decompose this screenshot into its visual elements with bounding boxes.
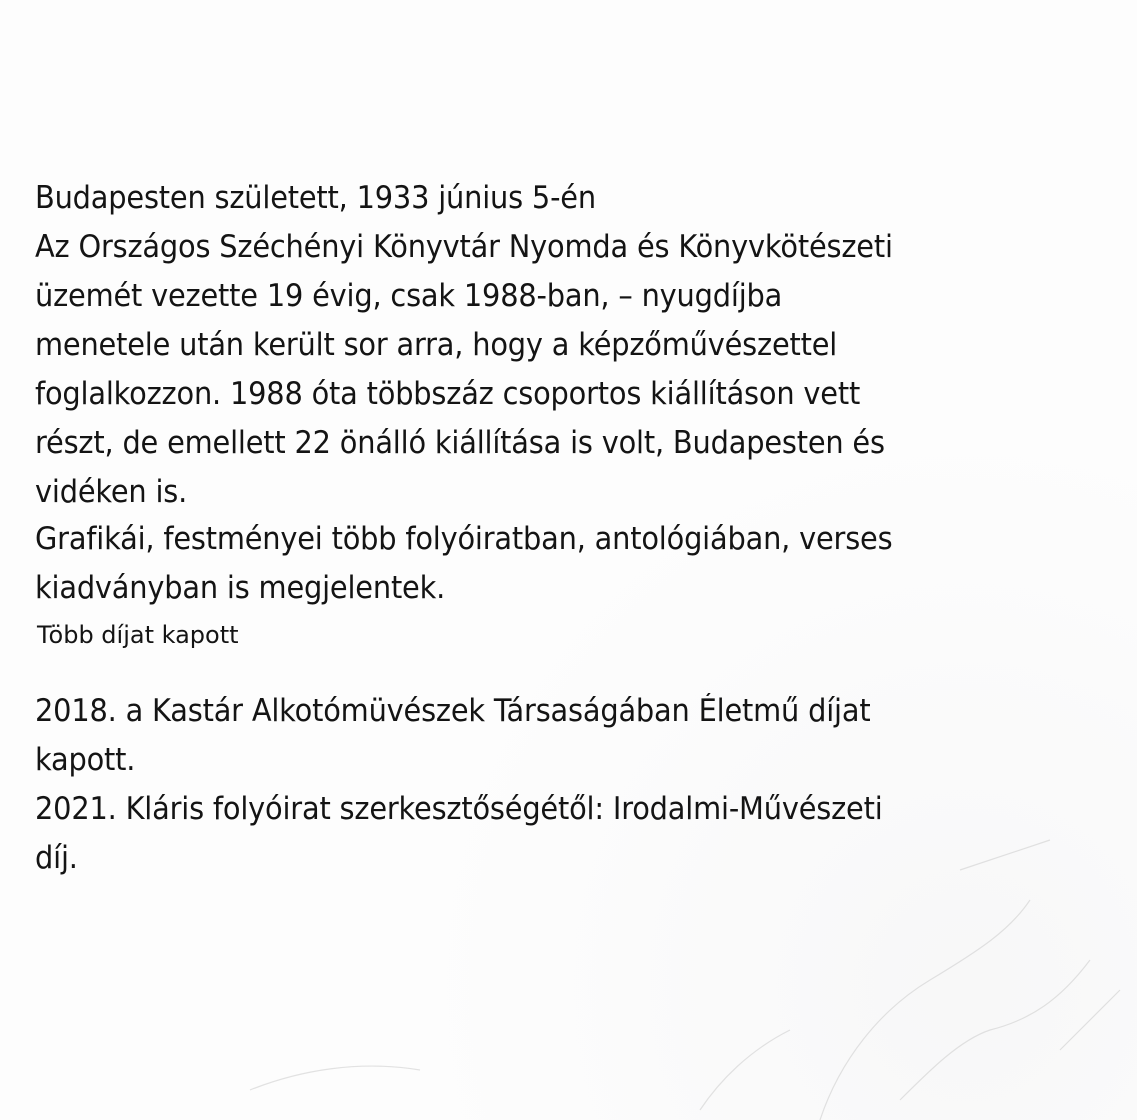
award-2021-line-1: 2021. Kláris folyóirat szerkesztőségétől: Irodalmi-Művészeti: [35, 791, 883, 827]
text-line-career-5: részt, de emellett 22 önálló kiállítása is volt, Budapesten és: [35, 425, 885, 461]
text-line-publications-2: kiadványban is megjelentek.: [35, 570, 446, 606]
award-2021-line-2: díj.: [35, 840, 78, 876]
text-line-publications-1: Grafikái, festményei több folyóiratban, antológiában, verses: [35, 521, 893, 557]
awards-intro: Több díjat kapott: [37, 621, 239, 649]
award-2018-line-2: kapott.: [35, 742, 136, 778]
award-2018-line-1: 2018. a Kastár Alkotómüvészek Társaságában Életmű díjat: [35, 693, 871, 729]
text-line-career-2: üzemét vezette 19 évig, csak 1988-ban, – nyugdíjba: [35, 278, 783, 314]
text-line-career-3: menetele után került sor arra, hogy a képzőművészettel: [35, 327, 838, 363]
text-line-career-4: foglalkozzon. 1988 óta többszáz csoportos kiállításon vett: [35, 376, 861, 412]
text-line-birth: Budapesten született, 1933 június 5-én: [35, 180, 596, 216]
text-line-career-1: Az Országos Széchényi Könyvtár Nyomda és Könyvkötészeti: [35, 229, 893, 265]
text-line-career-6: vidéken is.: [35, 474, 188, 510]
